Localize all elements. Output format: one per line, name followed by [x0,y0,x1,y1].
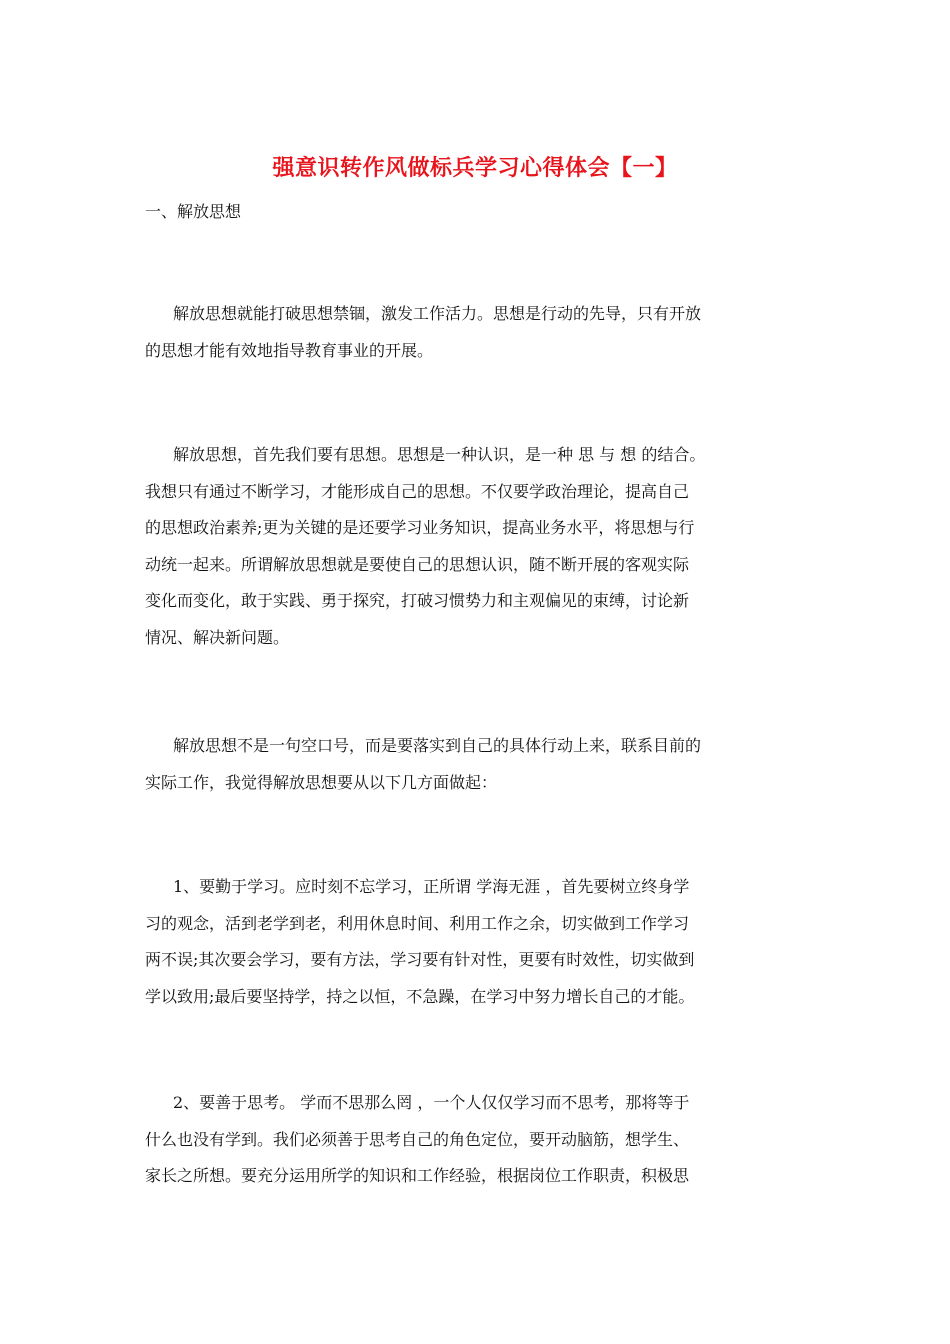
paragraph-line: 的思想才能有效地指导教育事业的开展。 [145,340,434,360]
section-heading: 一、解放思想 [145,202,242,221]
paragraph-line: 变化而变化，敢于实践、勇于探究，打破习惯势力和主观偏见的束缚，讨论新 [145,591,690,610]
paragraph-line: 的思想政治素养;更为关键的是还要学习业务知识，提高业务水平，将思想与行 [145,518,695,537]
paragraph-5 [145,1085,815,1195]
paragraph-2 [145,437,815,656]
paragraph-line: 什么也没有学到。我们必须善于思考自己的角色定位，要开动脑筋，想学生、 [145,1129,690,1149]
paragraph-line: 两不误;其次要会学习，要有方法，学习要有针对性，更要有时效性，切实做到 [145,950,695,969]
paragraph-line: 情况、解决新问题。 [145,627,290,647]
paragraph-line: 2、要善于思考。 学而不思那么罔 ，一个人仅仅学习而不思考，那将等于 [173,1093,690,1112]
paragraph-1 [145,296,815,369]
paragraph-line: 家长之所想。要充分运用所学的知识和工作经验，根据岗位工作职责，积极思 [145,1166,690,1185]
paragraph-line: 我想只有通过不断学习，才能形成自己的思想。不仅要学政治理论，提高自己 [145,481,690,501]
paragraph-line: 习的观念，活到老学到老，利用休息时间、利用工作之余，切实做到工作学习 [145,913,690,933]
paragraph-line: 动统一起来。所谓解放思想就是要使自己的思想认识，随不断开展的客观实际 [145,554,690,574]
paragraph-line: 1、要勤于学习。应时刻不忘学习，正所谓 学海无涯 ，首先要树立终身学 [173,877,690,896]
paragraph-line: 解放思想，首先我们要有思想。思想是一种认识，是一种 思 与 想 的结合。 [173,445,706,464]
paragraph-line: 学以致用;最后要坚持学，持之以恒，不急躁，在学习中努力增长自己的才能。 [145,986,695,1006]
paragraph-line: 解放思想不是一句空口号，而是要落实到自己的具体行动上来，联系目前的 [173,736,702,755]
paragraph-3 [145,728,815,801]
paragraph-4 [145,869,815,1015]
paragraph-line: 实际工作，我觉得解放思想要从以下几方面做起： [145,772,498,792]
document-title: 强意识转作风做标兵学习心得体会【一】 [272,155,678,181]
paragraph-line: 解放思想就能打破思想禁锢，激发工作活力。思想是行动的先导，只有开放 [173,304,702,323]
